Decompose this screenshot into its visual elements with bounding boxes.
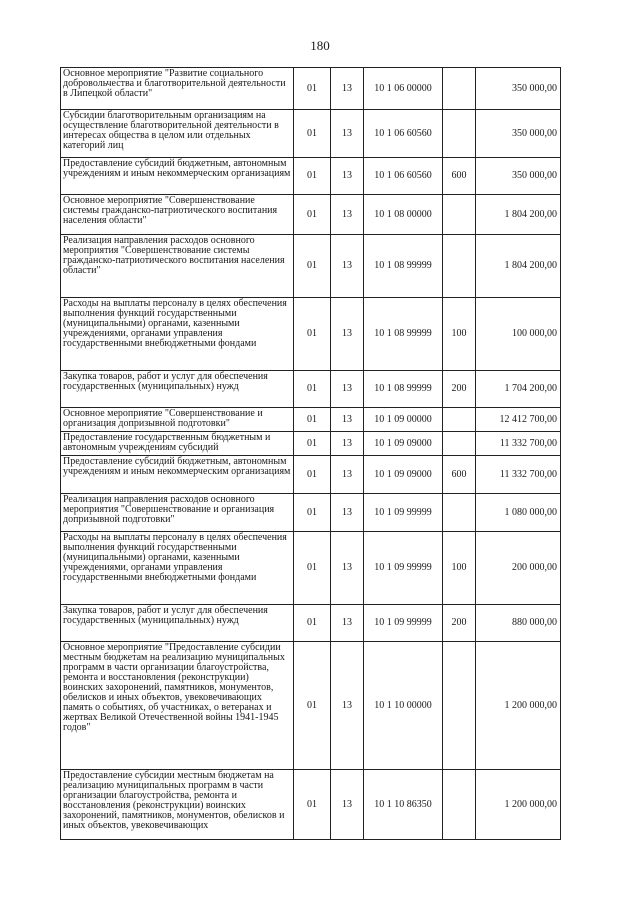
row-section: 13 [331, 605, 364, 642]
row-vr [443, 642, 476, 770]
row-ved: 01 [294, 158, 331, 195]
row-csr: 10 1 06 60560 [364, 110, 443, 158]
row-vr: 200 [443, 371, 476, 408]
row-sum: 200 000,00 [476, 532, 561, 605]
table-row [61, 456, 561, 494]
row-csr: 10 1 09 99999 [364, 605, 443, 642]
row-vr [443, 770, 476, 840]
row-section: 13 [331, 494, 364, 532]
row-csr: 10 1 08 00000 [364, 195, 443, 235]
table-row [61, 195, 561, 235]
row-csr: 10 1 10 86350 [364, 770, 443, 840]
row-name: Закупка товаров, работ и услуг для обеспечения государственных (муниципальных) нужд [61, 371, 294, 408]
row-section: 13 [331, 408, 364, 432]
table-row [61, 408, 561, 432]
row-sum: 1 200 000,00 [476, 770, 561, 840]
row-name: Закупка товаров, работ и услуг для обеспечения государственных (муниципальных) нужд [61, 605, 294, 642]
row-name: Реализация направления расходов основного мероприятия "Совершенствование и организация допризывной подготовки" [61, 494, 294, 532]
row-sum: 1 804 200,00 [476, 235, 561, 298]
row-sum: 1 200 000,00 [476, 642, 561, 770]
row-vr [443, 432, 476, 456]
row-section: 13 [331, 456, 364, 494]
row-vr [443, 110, 476, 158]
row-ved: 01 [294, 298, 331, 371]
row-section: 13 [331, 298, 364, 371]
row-csr: 10 1 09 99999 [364, 494, 443, 532]
row-vr: 600 [443, 158, 476, 195]
row-name: Субсидии благотворительным организациям на осуществление благотворительной деятельности в интересах общества в целом или отдельных категорий лиц [61, 110, 294, 158]
row-ved: 01 [294, 770, 331, 840]
row-section: 13 [331, 432, 364, 456]
row-csr: 10 1 08 99999 [364, 298, 443, 371]
row-name: Основное мероприятие "Предоставление субсидии местным бюджетам на реализацию муниципальных программ в части организации благоустройства, ремонта и восстановления (реконструкции) воинских захоронений, памятников, монументов, обелисков и иных объектов, увековечивающих память о событиях, об участниках, о ветеранах и жертвах Великой Отечественной войны 1941-1945 годов" [61, 642, 294, 770]
row-csr: 10 1 08 99999 [364, 235, 443, 298]
row-vr [443, 68, 476, 110]
row-section: 13 [331, 642, 364, 770]
row-sum: 12 412 700,00 [476, 408, 561, 432]
row-csr: 10 1 08 99999 [364, 371, 443, 408]
row-ved: 01 [294, 642, 331, 770]
row-sum: 880 000,00 [476, 605, 561, 642]
row-vr [443, 195, 476, 235]
table-row [61, 494, 561, 532]
row-ved: 01 [294, 68, 331, 110]
row-name: Расходы на выплаты персоналу в целях обеспечения выполнения функций государственными (муниципальными) органами, казенными учреждениями, органами управления государственными внебюджетными фондами [61, 532, 294, 605]
row-ved: 01 [294, 605, 331, 642]
row-sum: 1 804 200,00 [476, 195, 561, 235]
row-ved: 01 [294, 110, 331, 158]
row-name: Предоставление субсидий бюджетным, автономным учреждениям и иным некоммерческим организациям [61, 158, 294, 195]
row-section: 13 [331, 770, 364, 840]
row-csr: 10 1 06 00000 [364, 68, 443, 110]
row-sum: 100 000,00 [476, 298, 561, 371]
row-csr: 10 1 06 60560 [364, 158, 443, 195]
row-sum: 1 080 000,00 [476, 494, 561, 532]
table-row [61, 235, 561, 298]
table-row [61, 605, 561, 642]
row-vr: 100 [443, 298, 476, 371]
row-section: 13 [331, 235, 364, 298]
row-vr [443, 235, 476, 298]
row-sum: 11 332 700,00 [476, 432, 561, 456]
row-section: 13 [331, 158, 364, 195]
row-section: 13 [331, 532, 364, 605]
row-section: 13 [331, 110, 364, 158]
row-vr: 200 [443, 605, 476, 642]
row-section: 13 [331, 68, 364, 110]
table-row [61, 158, 561, 195]
row-ved: 01 [294, 432, 331, 456]
page-number: 180 [310, 38, 330, 53]
row-name: Предоставление государственным бюджетным и автономным учреждениям субсидий [61, 432, 294, 456]
row-vr [443, 408, 476, 432]
row-name: Основное мероприятие "Развитие социального добровольчества и благотворительной деятельности в Липецкой области" [61, 68, 294, 110]
row-name: Предоставление субсидии местным бюджетам на реализацию муниципальных программ в части организации благоустройства, ремонта и восстановления (реконструкции) воинских захоронений, памятников, монументов, обелисков и иных объектов, увековечивающих [61, 770, 294, 840]
row-ved: 01 [294, 371, 331, 408]
row-section: 13 [331, 195, 364, 235]
row-sum: 350 000,00 [476, 158, 561, 195]
row-section: 13 [331, 371, 364, 408]
table-row [61, 298, 561, 371]
row-vr: 600 [443, 456, 476, 494]
row-ved: 01 [294, 494, 331, 532]
table-row [61, 432, 561, 456]
budget-table [60, 67, 561, 840]
table-row [61, 371, 561, 408]
row-csr: 10 1 10 00000 [364, 642, 443, 770]
table-row [61, 532, 561, 605]
table-row [61, 642, 561, 770]
row-ved: 01 [294, 532, 331, 605]
row-sum: 350 000,00 [476, 110, 561, 158]
row-csr: 10 1 09 09000 [364, 456, 443, 494]
row-name: Основное мероприятие "Совершенствование и организация допризывной подготовки" [61, 408, 294, 432]
row-name: Реализация направления расходов основного мероприятия "Совершенствование системы гражданско-патриотического воспитания населения области" [61, 235, 294, 298]
row-ved: 01 [294, 195, 331, 235]
row-csr: 10 1 09 00000 [364, 408, 443, 432]
row-sum: 1 704 200,00 [476, 371, 561, 408]
row-sum: 350 000,00 [476, 68, 561, 110]
row-vr: 100 [443, 532, 476, 605]
row-sum: 11 332 700,00 [476, 456, 561, 494]
row-csr: 10 1 09 09000 [364, 432, 443, 456]
table-row [61, 110, 561, 158]
row-ved: 01 [294, 235, 331, 298]
row-name: Основное мероприятие "Совершенствование системы гражданско-патриотического воспитания населения области" [61, 195, 294, 235]
row-ved: 01 [294, 408, 331, 432]
row-name: Расходы на выплаты персоналу в целях обеспечения выполнения функций государственными (муниципальными) органами, казенными учреждениями, органами управления государственными внебюджетными фондами [61, 298, 294, 371]
row-vr [443, 494, 476, 532]
table-row [61, 68, 561, 110]
row-name: Предоставление субсидий бюджетным, автономным учреждениям и иным некоммерческим организациям [61, 456, 294, 494]
table-row [61, 770, 561, 840]
row-csr: 10 1 09 99999 [364, 532, 443, 605]
row-ved: 01 [294, 456, 331, 494]
